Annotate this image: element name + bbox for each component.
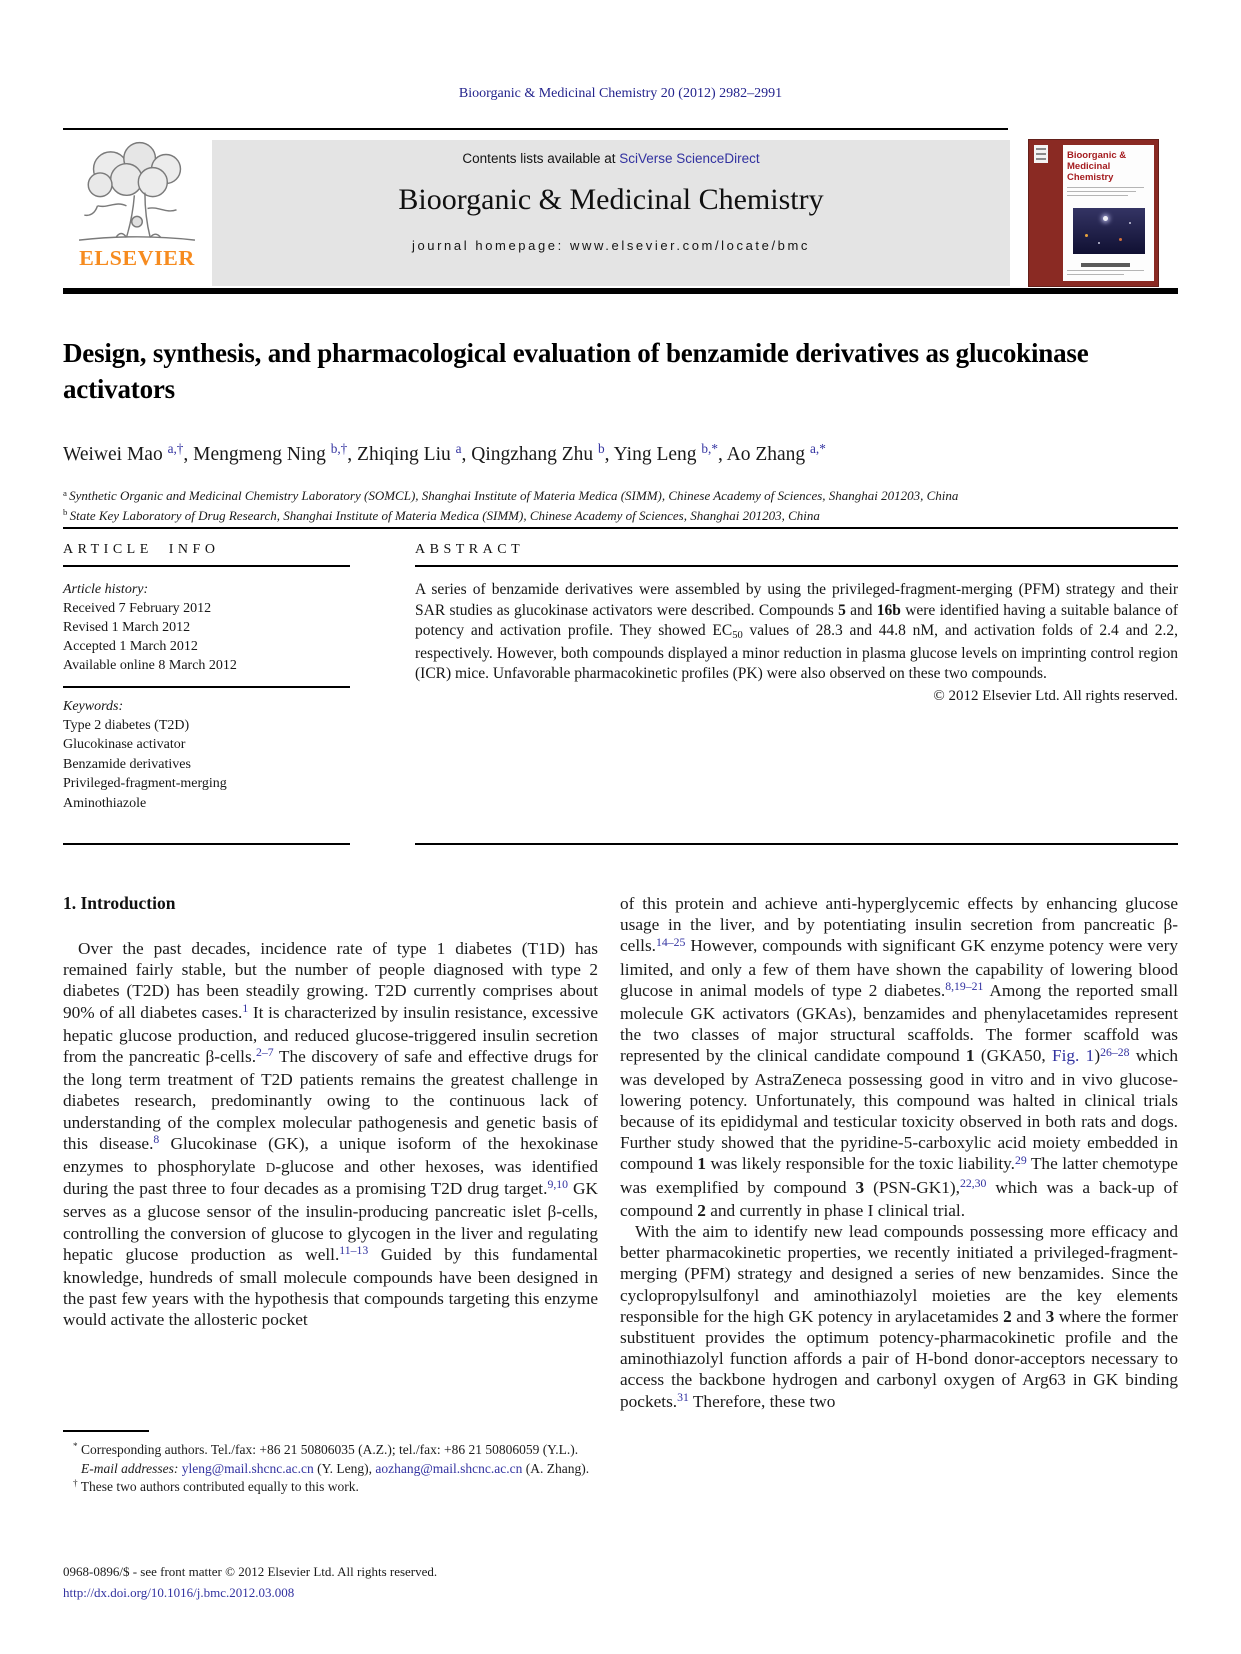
corresponding-authors-footnote: * Corresponding authors. Tel./fax: +86 21 50806035 (A.Z.); tel./fax: +86 21 50806059 (Y.L.).: [73, 1440, 579, 1457]
elsevier-logo: [64, 140, 210, 286]
keyword-item: Type 2 diabetes (T2D): [63, 717, 190, 733]
article-info-heading: ARTICLE INFO: [63, 542, 350, 567]
cover-footer-lines: [1067, 263, 1144, 276]
journal-cover-thumbnail: [1028, 139, 1159, 287]
page-footer: [63, 1562, 437, 1604]
body-left-column: [63, 893, 598, 1414]
journal-masthead: [212, 140, 1010, 286]
history-accepted: Accepted 1 March 2012: [63, 639, 198, 654]
cover-artwork: [1073, 208, 1145, 254]
affiliations: [63, 486, 1178, 525]
body-right-column: [620, 893, 1178, 1414]
doi-link[interactable]: http://dx.doi.org/10.1016/j.bmc.2012.03.008: [63, 1584, 295, 1600]
divider: [63, 128, 1008, 130]
footnote-divider: [63, 1430, 149, 1432]
cover-panel: [1063, 145, 1154, 281]
body-paragraph: With the aim to identify new lead compounds possessing more efficacy and better pharmacokinetic properties, we recently initiated a privileged-fragment-merging (PFM) strategy and designed a series of new benzamides. Since the cyclopropylsulfonyl and aminothiazolyl moieties are the key elements responsible for the high GK potency in arylacetamides 2 and 3 where the former substituent provides the optimum potency-pharmacokinetic profile and the aminothiazolyl function affords a pair of H-bond donor-acceptors necessary to access the backbone hydrogen and carbonyl oxygen of Arg63 in GK binding pockets.$^{31}$ Therefore, these two: [620, 1222, 1178, 1411]
abstract-section: [415, 542, 1178, 845]
abstract-copyright: © 2012 Elsevier Ltd. All rights reserved.: [933, 687, 1178, 704]
article-info-section: [63, 542, 350, 845]
article-history-label: Article history:: [63, 582, 149, 597]
keyword-item: Benzamide derivatives: [63, 756, 191, 772]
email-addresses-footnote[interactable]: E-mail addresses: yleng@mail.shcnc.ac.cn (Y. Leng), aozhang@mail.shcnc.ac.cn (A. Zhang).: [81, 1461, 590, 1476]
cover-journal-title: Bioorganic & Medicinal Chemistry: [1067, 150, 1127, 183]
journal-homepage-link[interactable]: journal homepage: www.elsevier.com/locate/bmc: [411, 238, 811, 253]
sciverse-sciencedirect-link[interactable]: SciVerse ScienceDirect: [619, 151, 760, 166]
affiliation-a: $^a$ Synthetic Organic and Medicinal Chemistry Laboratory (SOMCL), Shanghai Institute of Materia Medica (SIMM), Chinese Academy of Sciences, Shanghai 201203, China: [63, 487, 959, 503]
section-1-heading: 1. Introduction: [63, 893, 176, 913]
column-gap: [598, 893, 620, 1414]
cover-subtitle-lines: [1063, 187, 1154, 197]
cover-elsevier-mini-logo: [1034, 145, 1048, 163]
elsevier-tree-icon: [71, 140, 203, 248]
keyword-item: Privileged-fragment-merging: [63, 776, 227, 791]
abstract-text: A series of benzamide derivatives were assembled by using the privileged-fragment-merging (PFM) strategy and their SAR studies as glucokinase activators were described. Compounds 5 and 16b were identified having a suitable balance of potency and activation profile. They showed EC50 values of 28.3 and 44.8 nM, and activation folds of 2.4 and 2.2, respectively. However, both compounds displayed a minor reduction in plasma glucose levels on imprinting control region (ICR) mice. Unfavorable pharmacokinetic profiles (PK) were also observed on these two compounds.: [415, 581, 1178, 682]
column-gap: [350, 542, 415, 845]
footnote-block: [63, 1430, 600, 1497]
keyword-item: Aminothiazole: [63, 795, 147, 811]
equal-contribution-footnote: † These two authors contributed equally to this work.: [73, 1477, 359, 1494]
journal-citation-line: Bioorganic & Medicinal Chemistry 20 (2012) 2982–2991: [458, 86, 783, 101]
history-available: Available online 8 March 2012: [63, 658, 237, 673]
divider: [63, 686, 350, 688]
abstract-heading: ABSTRACT: [415, 542, 1178, 567]
elsevier-wordmark: ELSEVIER: [79, 246, 195, 270]
article-body: [63, 893, 1178, 1414]
article-title: Design, synthesis, and pharmacological evaluation of benzamide derivatives as glucokinase activators: [63, 338, 1089, 404]
body-paragraph: of this protein and achieve anti-hyperglycemic effects by enhancing glucose usage in the liver, and by potentiating insulin secretion from pancreatic β-cells.$^{14-25}$ However, compounds with significant GK enzyme potency were very limited, and only a few of them have shown the capability of lowering blood glucose in animal models of type 2 diabetes.$^{8,19-21}$ Among the reported small molecule GK activators (GKAs), benzamides and phenylacetamides represent the two classes of major structural scaffolds. The former scaffold was represented by the clinical candidate compound 1 (GKA50, Fig. 1)$^{26-28}$ which was developed by AstraZeneca possessing good in vitro and in vivo glucose-lowering potency. Unfortunately, this compound was halted in clinical trials because of its epididymal and testicular toxicity observed in both rats and dogs. Further study showed that the pyridine-5-carboxylic acid moiety embedded in compound 1 was likely responsible for the toxic liability.$^{29}$ The latter chemotype was exemplified by compound 3 (PSN-GK1),$^{22,30}$ which was a back-up of compound 2 and currently in phase I clinical trial.: [620, 894, 1178, 1220]
contents-available-line: [212, 151, 1010, 166]
issn-copyright-line: 0968-0896/$ - see front matter © 2012 Elsevier Ltd. All rights reserved.: [63, 1564, 438, 1579]
contents-prefix: Contents lists available at: [462, 151, 620, 166]
affiliation-b: $^b$ State Key Laboratory of Drug Research, Shanghai Institute of Materia Medica (SIMM), Chinese Academy of Sciences, Shanghai 201203, China: [63, 507, 820, 523]
info-abstract-section: [63, 542, 1178, 845]
body-paragraph: Over the past decades, incidence rate of type 1 diabetes (T1D) has remained fairly stable, but the number of people diagnosed with type 2 diabetes (T2D) has been steadily growing. T2D currently comprises about 90% of all diabetes cases.$^1$ It is characterized by insulin resistance, excessive hepatic glucose production, and reduced glucose-triggered insulin secretion from the pancreatic β-cells.$^{2-7}$ The discovery of safe and effective drugs for the long term treatment of T2D patients remains the greatest challenge in diabetes research, predominantly owing to the continuous lack of understanding of the complex molecular pathogenesis and genetic basis of this disease.$^8$ Glucokinase (GK), a unique isoform of the hexokinase enzymes to phosphorylate D-glucose and other hexoses, was identified during the past three to four decades as a promising T2D drug target.$^{9,10}$ GK serves as a glucose sensor of the insulin-producing pancreatic islet β-cells, controlling the conversion of glucose to glycogen in the liver and regulating hepatic glucose production as well.$^{11-13}$ Guided by this fundamental knowledge, hundreds of small molecule compounds have been designed in the past few years with the hypothesis that compounds targeting this enzyme would activate the allosteric pocket: [63, 939, 599, 1330]
keyword-item: Glucokinase activator: [63, 737, 186, 752]
history-received: Received 7 February 2012: [63, 601, 212, 616]
divider: [63, 527, 1178, 529]
history-revised: Revised 1 March 2012: [63, 620, 191, 635]
masthead-bottom-bar: [63, 288, 1178, 294]
authors-line: Weiwei Mao $^{a,\dagger}$, Mengmeng Ning $^{b,\dagger}$, Zhiqing Liu $^a$, Qingzhang Zhu $^b$, Ying Leng $^{b,*}$, Ao Zhang $^{a,*}$: [63, 441, 826, 465]
keywords-label: Keywords:: [63, 698, 124, 714]
journal-title: Bioorganic & Medicinal Chemistry: [398, 183, 824, 216]
